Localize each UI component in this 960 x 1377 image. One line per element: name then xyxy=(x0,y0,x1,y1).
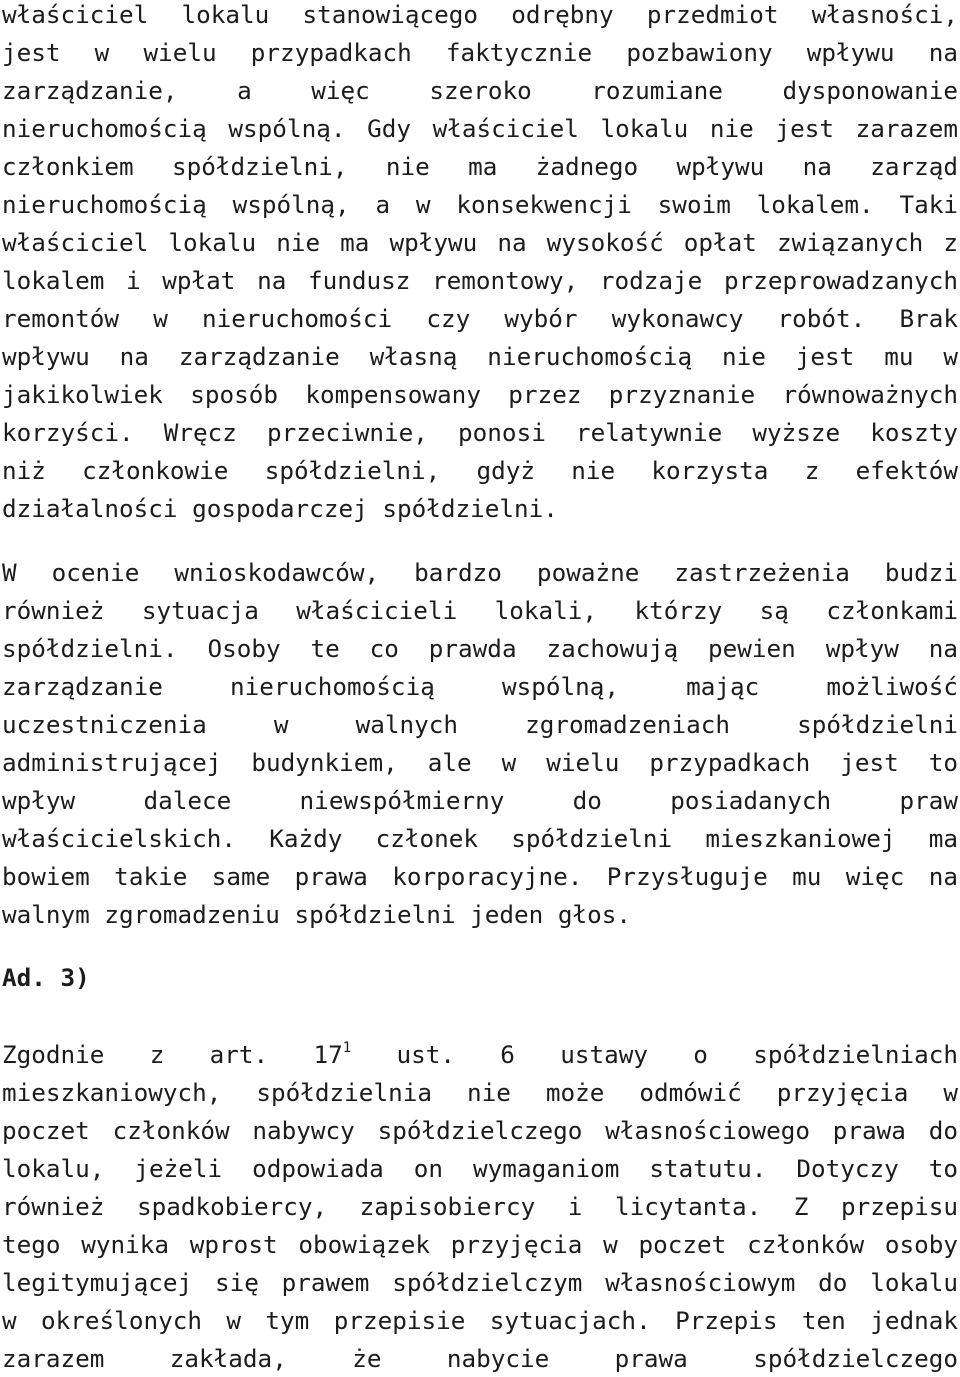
section-heading: Ad. 3) xyxy=(2,963,90,992)
text-line: zarządzanie nieruchomością wspólną, mając możliwość xyxy=(2,672,958,701)
text-line: W ocenie wnioskodawców, bardzo poważne zastrzeżenia budzi xyxy=(2,558,958,587)
text-line: jakikolwiek sposób kompensowany przez przyznanie równoważnych xyxy=(2,380,958,409)
text-fragment: Zgodnie z art. 17 xyxy=(2,1040,343,1069)
text-line: wpływ dalece niewspółmierny do posiadanych praw xyxy=(2,786,958,815)
text-line: nieruchomością wspólną. Gdy właściciel lokalu nie jest zarazem xyxy=(2,114,958,143)
text-line: lokalu, jeżeli odpowiada on wymaganiom statutu. Dotyczy to xyxy=(2,1154,958,1183)
text-line: legitymującej się prawem spółdzielczym własnościowym do lokalu xyxy=(2,1268,958,1297)
text-line: administrującej budynkiem, ale w wielu przypadkach jest to xyxy=(2,748,958,777)
text-line: działalności gospodarczej spółdzielni. xyxy=(2,494,558,523)
text-line: właścicielskich. Każdy członek spółdzielni mieszkaniowej ma xyxy=(2,824,958,853)
text-line: uczestniczenia w walnych zgromadzeniach spółdzielni xyxy=(2,710,958,739)
text-line: spółdzielni. Osoby te co prawda zachowują pewien wpływ na xyxy=(2,634,958,663)
text-line: jest w wielu przypadkach faktycznie pozbawiony wpływu na xyxy=(2,38,958,67)
text-line: wpływu na zarządzanie własną nieruchomością nie jest mu w xyxy=(2,342,958,371)
text-line: walnym zgromadzeniu spółdzielni jeden głos. xyxy=(2,900,632,929)
text-line: mieszkaniowych, spółdzielnia nie może odmówić przyjęcia w xyxy=(2,1078,958,1107)
text-line: również sytuacja właścicieli lokali, którzy są członkami xyxy=(2,596,958,625)
text-line: również spadkobiercy, zapisobiercy i licytanta. Z przepisu xyxy=(2,1192,958,1221)
text-line: tego wynika wprost obowiązek przyjęcia w poczet członków osoby xyxy=(2,1230,958,1259)
text-line: nieruchomością wspólną, a w konsekwencji swoim lokalem. Taki xyxy=(2,190,958,219)
text-line: niż członkowie spółdzielni, gdyż nie korzysta z efektów xyxy=(2,456,958,485)
text-line: zarządzanie, a więc szeroko rozumiane dysponowanie xyxy=(2,76,958,105)
text-line: w określonych w tym przepisie sytuacjach. Przepis ten jednak xyxy=(2,1306,958,1335)
text-line: korzyści. Wręcz przeciwnie, ponosi relatywnie wyższe koszty xyxy=(2,418,958,447)
text-line: właściciel lokalu stanowiącego odrębny przedmiot własności, xyxy=(2,0,958,29)
text-line: remontów w nieruchomości czy wybór wykonawcy robót. Brak xyxy=(2,304,958,333)
text-line: właściciel lokalu nie ma wpływu na wysokość opłat związanych z xyxy=(2,228,958,257)
superscript: 1 xyxy=(342,1039,352,1056)
text-line: lokalem i wpłat na fundusz remontowy, rodzaje przeprowadzanych xyxy=(2,266,958,295)
text-line: bowiem takie same prawa korporacyjne. Przysługuje mu więc na xyxy=(2,862,958,891)
text-line xyxy=(2,1037,958,1073)
text-line: poczet członków nabywcy spółdzielczego własnościowego prawa do xyxy=(2,1116,958,1145)
text-fragment: ust. 6 ustawy o spółdzielniach xyxy=(351,1040,958,1069)
text-line: zarazem zakłada, że nabycie prawa spółdzielczego xyxy=(2,1344,958,1373)
text-line: członkiem spółdzielni, nie ma żadnego wpływu na zarząd xyxy=(2,152,958,181)
